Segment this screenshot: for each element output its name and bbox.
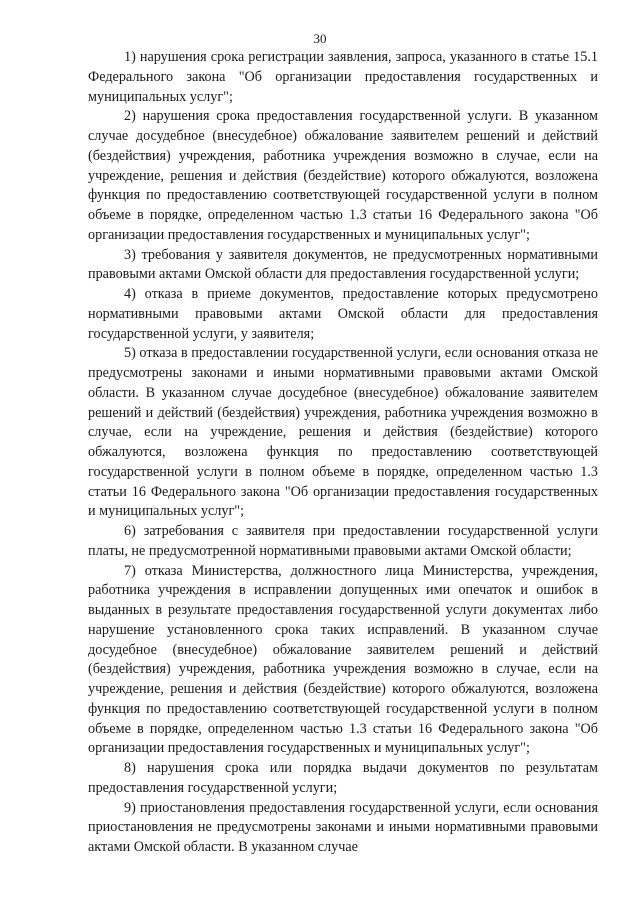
paragraph-item-8: 8) нарушения срока или порядка выдачи документов по результатам предоставления государственной услуги; xyxy=(88,760,598,796)
paragraph-item-5: 5) отказа в предоставлении государственной услуги, если основания отказа не предусмотрены законами и иными нормативными правовыми актами Омской области. В указанном случае досудебное (внесудебное) обжалование заявителем решений и действий (бездействия) учреждения, работника учреждения возможно в случае, если на учреждение, решения и действия (бездействие) которого обжалуются, возложена функция по предоставлению соответствующей государственной услуги в полном объеме в порядке, определенном частью 1.3 статьи 16 Федерального закона "Об организации предоставления государственных и муниципальных услуг"; xyxy=(88,345,598,520)
paragraph-item-4: 4) отказа в приеме документов, предоставление которых предусмотрено нормативными правовыми актами Омской области для предоставления государственной услуги, у заявителя; xyxy=(88,286,598,342)
document-body xyxy=(88,48,598,858)
paragraph-item-2: 2) нарушения срока предоставления государственной услуги. В указанном случае досудебное (внесудебное) обжалование заявителем решений и действий (бездействия) учреждения, работника учреждения возможно в случае, если на учреждение, решения и действия (бездействие) которого обжалуются, возложена функция по предоставлению соответствующей государственной услуги в полном объеме в порядке, определенном частью 1.3 статьи 16 Федерального закона "Об организации предоставления государственных и муниципальных услуг"; xyxy=(88,108,598,243)
paragraph-item-9: 9) приостановления предоставления государственной услуги, если основания приостановления не предусмотрены законами и иными нормативными правовыми актами Омской области. В указанном случае xyxy=(88,799,598,855)
paragraph-item-7: 7) отказа Министерства, должностного лица Министерства, учреждения, работника учреждения в исправлении допущенных ими опечаток и ошибок в выданных в результате предоставления государственной услуги документах либо нарушение установленного срока таких исправлений. В указанном случае досудебное (внесудебное) обжалование заявителем решений и действий (бездействия) учреждения, работника учреждения возможно в случае, если на учреждение, решения и действия (бездействие) которого обжалуются, возложена функция по предоставлению соответствующей государственной услуги в полном объеме в порядке, определенном частью 1.3 статьи 16 Федерального закона "Об организации предоставления государственных и муниципальных услуг"; xyxy=(88,562,598,757)
page-number: 30 xyxy=(313,31,327,46)
paragraph-item-3: 3) требования у заявителя документов, не предусмотренных нормативными правовыми актами Омской области для предоставления государственной услуги; xyxy=(88,246,598,283)
paragraph-item-6: 6) затребования с заявителя при предоставлении государственной услуги платы, не предусмотренной нормативными правовыми актами Омской области; xyxy=(88,523,598,559)
paragraph-item-1: 1) нарушения срока регистрации заявления, запроса, указанного в статье 15.1 Федерального закона "Об организации предоставления государственных и муниципальных услуг"; xyxy=(88,49,598,105)
